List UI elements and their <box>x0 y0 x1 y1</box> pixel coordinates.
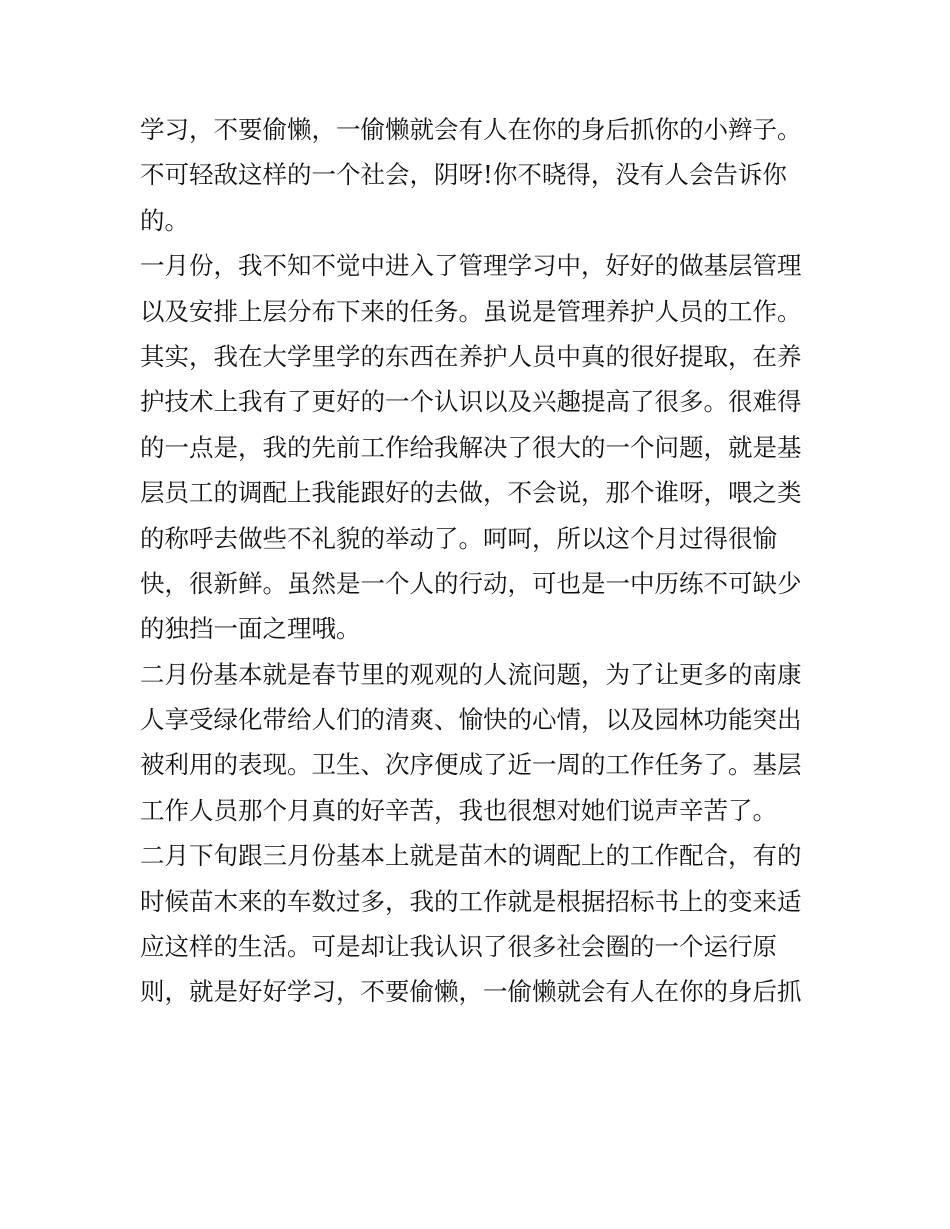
text-line: 以及安排上层分布下来的任务。虽说是管理养护人员的工作。 <box>140 296 802 326</box>
text-line: 快，很新鲜。虽然是一个人的行动，可也是一中历练不可缺少 <box>140 568 802 598</box>
text-line: 学习，不要偷懒，一偷懒就会有人在你的身后抓你的小辫子。 <box>140 115 802 144</box>
text-line: 的一点是，我的先前工作给我解决了很大的一个问题，就是基 <box>140 432 802 462</box>
text-line: 的称呼去做些不礼貌的举动了。呵呵，所以这个月过得很愉 <box>140 523 777 553</box>
text-line: 工作人员那个月真的好辛苦，我也很想对她们说声辛苦了。 <box>140 795 777 825</box>
text-line: 被利用的表现。卫生、次序便成了近一周的工作任务了。基层 <box>140 750 802 780</box>
text-line: 的独挡一面之理哦。 <box>140 614 361 644</box>
text-line: 不可轻敌这样的一个社会，阴呀!你不晓得，没有人会告诉你 <box>140 160 787 190</box>
body-text <box>140 107 820 1015</box>
text-line: 一月份，我不知不觉中进入了管理学习中，好好的做基层管理 <box>140 251 802 281</box>
text-line: 其实，我在大学里学的东西在养护人员中真的很好提取，在养 <box>140 341 802 371</box>
text-line: 则，就是好好学习，不要偷懒，一偷懒就会有人在你的身后抓 <box>140 977 802 1007</box>
text-line: 的。 <box>140 205 189 235</box>
text-line: 应这样的生活。可是却让我认识了很多社会圈的一个运行原 <box>140 932 777 962</box>
text-line: 护技术上我有了更好的一个认识以及兴趣提高了很多。很难得 <box>140 387 802 417</box>
text-line: 二月下旬跟三月份基本上就是苗木的调配上的工作配合，有的 <box>140 841 802 871</box>
text-line: 二月份基本就是春节里的观观的人流问题，为了让更多的南康 <box>140 659 802 689</box>
text-line: 层员工的调配上我能跟好的去做，不会说，那个谁呀，喂之类 <box>140 478 802 508</box>
text-line: 时候苗木来的车数过多，我的工作就是根据招标书上的变来适 <box>140 886 802 916</box>
text-line: 人享受绿化带给人们的清爽、愉快的心情，以及园林功能突出 <box>140 705 802 735</box>
